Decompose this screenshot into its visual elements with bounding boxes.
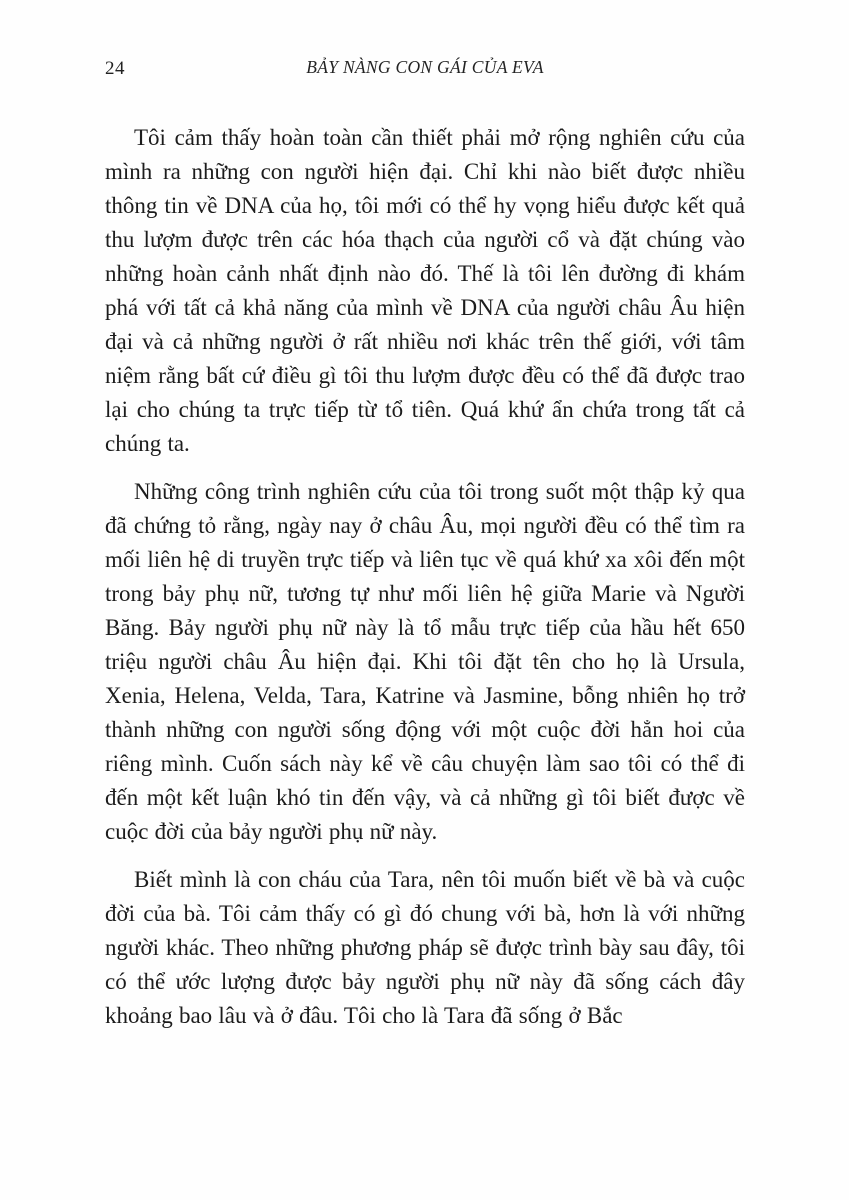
running-head (105, 57, 745, 83)
paragraph-1: Tôi cảm thấy hoàn toàn cần thiết phải mở rộng nghiên cứu của mình ra những con người hiện đại. Chỉ khi nào biết được nhiều thông tin về DNA của họ, tôi mới có thể hy vọng hiểu được kết quả thu lượm được trên các hóa thạch của người cổ và đặt chúng vào những hoàn cảnh nhất định nào đó. Thế là tôi lên đường đi khám phá với tất cả khả năng của mình về DNA của người châu Âu hiện đại và cả những người ở rất nhiều nơi khác trên thế giới, với tâm niệm rằng bất cứ điều gì tôi thu lượm được đều có thể đã được trao lại cho chúng ta trực tiếp từ tổ tiên. Quá khứ ẩn chứa trong tất cả chúng ta. (105, 125, 745, 456)
paragraph-2: Những công trình nghiên cứu của tôi trong suốt một thập kỷ qua đã chứng tỏ rằng, ngày nay ở châu Âu, mọi người đều có thể tìm ra mối liên hệ di truyền trực tiếp và liên tục về quá khứ xa xôi đến một trong bảy phụ nữ, tương tự như mối liên hệ giữa Marie và Người Băng. Bảy người phụ nữ này là tổ mẫu trực tiếp của hầu hết 650 triệu người châu Âu hiện đại. Khi tôi đặt tên cho họ là Ursula, Xenia, Helena, Velda, Tara, Katrine và Jasmine, bỗng nhiên họ trở thành những con người sống động với một cuộc đời hẳn hoi của riêng mình. Cuốn sách này kể về câu chuyện làm sao tôi có thể đi đến một kết luận khó tin đến vậy, và cả những gì tôi biết được về cuộc đời của bảy người phụ nữ này. (105, 479, 745, 844)
running-header-title: BẢY NÀNG CON GÁI CỦA EVA (306, 57, 544, 77)
body-text-block (105, 121, 745, 1033)
paragraph-3: Biết mình là con cháu của Tara, nên tôi muốn biết về bà và cuộc đời của bà. Tôi cảm thấy có gì đó chung với bà, hơn là với những người khác. Theo những phương pháp sẽ được trình bày sau đây, tôi có thể ước lượng được bảy người phụ nữ này đã sống cách đây khoảng bao lâu và ở đâu. Tôi cho là Tara đã sống ở Bắc (105, 867, 745, 1028)
page-number: 24 (105, 58, 125, 79)
